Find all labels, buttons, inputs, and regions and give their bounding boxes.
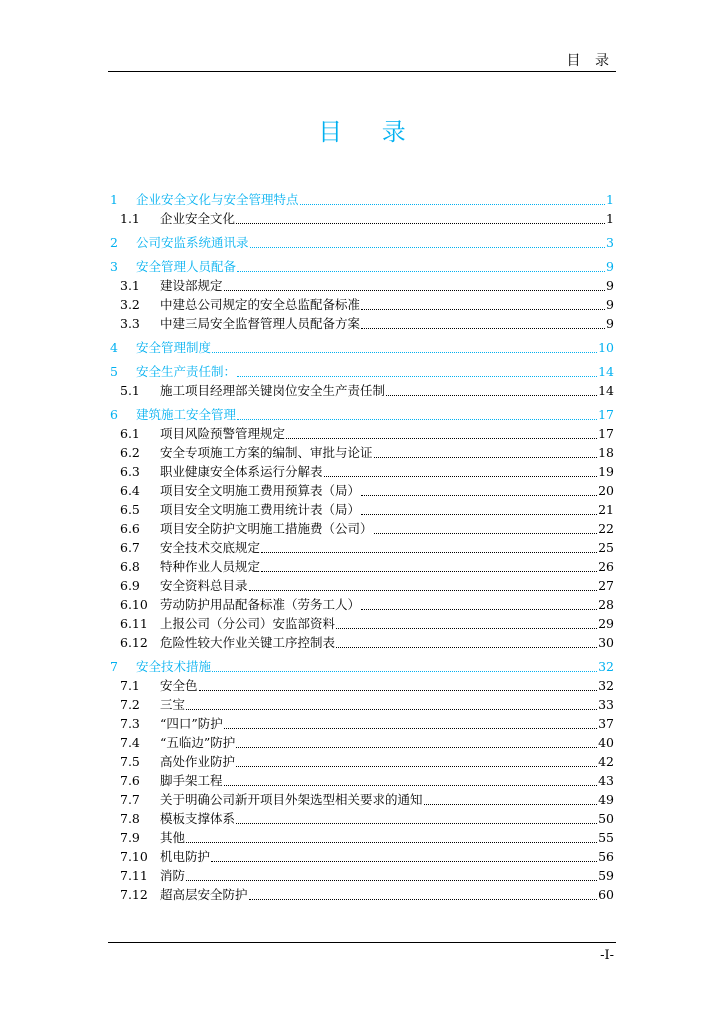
toc-entry-label: 施工项目经理部关键岗位安全生产责任制 xyxy=(160,383,386,398)
toc-entry-page: 1 xyxy=(606,192,614,207)
toc-section-entry[interactable] xyxy=(110,276,614,295)
toc-entry-label: 企业安全文化 xyxy=(160,211,236,226)
toc-entry-number: 6.2 xyxy=(120,445,140,460)
toc-dot-leader xyxy=(236,766,597,767)
toc-entry-number: 7.1 xyxy=(120,678,140,693)
toc-entry-page: 3 xyxy=(606,235,614,250)
toc-entry-number: 7.4 xyxy=(120,735,140,750)
toc-entry-page: 60 xyxy=(598,887,614,902)
toc-section-entry[interactable] xyxy=(110,714,614,733)
table-of-contents xyxy=(110,185,614,904)
toc-section-entry[interactable] xyxy=(110,752,614,771)
footer-rule xyxy=(108,942,616,943)
toc-entry-number: 6.9 xyxy=(120,578,140,593)
toc-dot-leader xyxy=(224,290,606,291)
toc-dot-leader xyxy=(361,309,605,310)
toc-entry-number: 6.12 xyxy=(120,635,148,650)
toc-section-entry[interactable] xyxy=(110,295,614,314)
toc-entry-number: 6.8 xyxy=(120,559,140,574)
toc-entry-number: 7.3 xyxy=(120,716,140,731)
toc-entry-page: 30 xyxy=(598,635,614,650)
toc-entry-number: 7.6 xyxy=(120,773,140,788)
toc-dot-leader xyxy=(236,223,605,224)
toc-entry-label: 安全技术措施 xyxy=(136,659,212,674)
toc-section-entry[interactable] xyxy=(110,614,614,633)
toc-entry-label: 上报公司（分公司）安监部资料 xyxy=(160,616,336,631)
page-number: -I- xyxy=(600,948,614,963)
toc-entry-label: 项目安全文明施工费用统计表（局） xyxy=(160,502,361,517)
toc-entry-label: 安全管理制度 xyxy=(136,340,212,355)
toc-dot-leader xyxy=(374,533,598,534)
toc-entry-page: 25 xyxy=(598,540,614,555)
toc-dot-leader xyxy=(237,376,597,377)
toc-chapter-entry[interactable] xyxy=(110,185,614,209)
toc-entry-label: 危险性较大作业关键工序控制表 xyxy=(160,635,336,650)
toc-section-entry[interactable] xyxy=(110,885,614,904)
toc-entry-page: 37 xyxy=(598,716,614,731)
toc-entry-page: 14 xyxy=(598,383,614,398)
toc-entry-number: 7.9 xyxy=(120,830,140,845)
toc-section-entry[interactable] xyxy=(110,381,614,400)
toc-entry-page: 9 xyxy=(606,297,614,312)
toc-entry-page: 18 xyxy=(598,445,614,460)
toc-dot-leader xyxy=(250,247,606,248)
toc-dot-leader xyxy=(236,823,597,824)
toc-dot-leader xyxy=(211,861,597,862)
toc-dot-leader xyxy=(386,395,597,396)
toc-entry-number: 7.7 xyxy=(120,792,140,807)
toc-section-entry[interactable] xyxy=(110,538,614,557)
toc-entry-page: 21 xyxy=(598,502,614,517)
toc-section-entry[interactable] xyxy=(110,847,614,866)
toc-entry-page: 27 xyxy=(598,578,614,593)
toc-entry-page: 42 xyxy=(598,754,614,769)
toc-chapter-entry[interactable] xyxy=(110,400,614,424)
toc-entry-label: 项目安全文明施工费用预算表（局） xyxy=(160,483,361,498)
running-header: 目 录 xyxy=(566,53,614,69)
toc-entry-label: 中建三局安全监督管理人员配备方案 xyxy=(160,316,361,331)
toc-entry-number: 7.5 xyxy=(120,754,140,769)
toc-entry-number: 4 xyxy=(110,340,118,355)
toc-entry-number: 3 xyxy=(110,259,118,274)
toc-dot-leader xyxy=(261,571,597,572)
toc-section-entry[interactable] xyxy=(110,500,614,519)
toc-dot-leader xyxy=(212,352,597,353)
toc-entry-label: 劳动防护用品配备标准（劳务工人） xyxy=(160,597,361,612)
toc-section-entry[interactable] xyxy=(110,557,614,576)
toc-entry-label: 脚手架工程 xyxy=(160,773,223,788)
toc-entry-page: 17 xyxy=(598,407,614,422)
toc-section-entry[interactable] xyxy=(110,828,614,847)
toc-dot-leader xyxy=(224,785,598,786)
toc-entry-label: 安全专项施工方案的编制、审批与论证 xyxy=(160,445,373,460)
toc-entry-label: “四口”防护 xyxy=(160,716,223,731)
toc-dot-leader xyxy=(261,552,597,553)
toc-dot-leader xyxy=(249,590,598,591)
toc-entry-label: 安全色 xyxy=(160,678,198,693)
toc-entry-label: 项目安全防护文明施工措施费（公司） xyxy=(160,521,373,536)
toc-dot-leader xyxy=(186,842,597,843)
toc-entry-number: 7.10 xyxy=(120,849,148,864)
toc-dot-leader xyxy=(361,514,597,515)
toc-entry-label: 中建总公司规定的安全总监配备标准 xyxy=(160,297,361,312)
toc-entry-label: 项目风险预警管理规定 xyxy=(160,426,286,441)
toc-entry-page: 9 xyxy=(606,259,614,274)
toc-entry-label: 安全技术交底规定 xyxy=(160,540,261,555)
toc-dot-leader xyxy=(237,271,605,272)
toc-entry-number: 5.1 xyxy=(120,383,140,398)
toc-dot-leader xyxy=(236,747,597,748)
toc-dot-leader xyxy=(336,647,597,648)
toc-dot-leader xyxy=(300,204,606,205)
header-rule xyxy=(108,71,616,72)
toc-entry-number: 6.7 xyxy=(120,540,140,555)
toc-dot-leader xyxy=(361,328,605,329)
toc-entry-number: 7.2 xyxy=(120,697,140,712)
toc-section-entry[interactable] xyxy=(110,866,614,885)
toc-dot-leader xyxy=(237,419,597,420)
toc-dot-leader xyxy=(186,709,597,710)
toc-entry-number: 3.2 xyxy=(120,297,140,312)
toc-section-entry[interactable] xyxy=(110,695,614,714)
toc-section-entry[interactable] xyxy=(110,676,614,695)
toc-section-entry[interactable] xyxy=(110,424,614,443)
toc-entry-page: 32 xyxy=(598,678,614,693)
toc-entry-label: 安全管理人员配备 xyxy=(136,259,237,274)
toc-entry-number: 7.11 xyxy=(120,868,148,883)
toc-entry-label: 模板支撑体系 xyxy=(160,811,236,826)
toc-entry-page: 50 xyxy=(598,811,614,826)
toc-dot-leader xyxy=(186,880,597,881)
toc-entry-page: 55 xyxy=(598,830,614,845)
page-title: 目 录 xyxy=(318,118,422,146)
toc-dot-leader xyxy=(374,457,598,458)
toc-entry-label: 其他 xyxy=(160,830,186,845)
toc-entry-label: 建设部规定 xyxy=(160,278,223,293)
toc-entry-number: 6 xyxy=(110,407,118,422)
toc-entry-number: 1 xyxy=(110,192,118,207)
toc-entry-page: 10 xyxy=(598,340,614,355)
toc-entry-page: 9 xyxy=(606,278,614,293)
toc-dot-leader xyxy=(249,899,598,900)
toc-entry-number: 6.10 xyxy=(120,597,148,612)
toc-entry-page: 19 xyxy=(598,464,614,479)
toc-entry-number: 7.12 xyxy=(120,887,148,902)
toc-chapter-entry[interactable] xyxy=(110,252,614,276)
toc-entry-label: 高处作业防护 xyxy=(160,754,236,769)
toc-entry-number: 6.6 xyxy=(120,521,140,536)
toc-section-entry[interactable] xyxy=(110,209,614,228)
toc-entry-label: 建筑施工安全管理 xyxy=(136,407,237,422)
toc-chapter-entry[interactable] xyxy=(110,228,614,252)
toc-entry-label: 超高层安全防护 xyxy=(160,887,248,902)
toc-dot-leader xyxy=(424,804,598,805)
toc-section-entry[interactable] xyxy=(110,462,614,481)
toc-entry-page: 9 xyxy=(606,316,614,331)
toc-section-entry[interactable] xyxy=(110,314,614,333)
toc-entry-label: 三宝 xyxy=(160,697,186,712)
toc-section-entry[interactable] xyxy=(110,443,614,462)
toc-entry-page: 59 xyxy=(598,868,614,883)
toc-entry-page: 26 xyxy=(598,559,614,574)
toc-entry-label: 公司安监系统通讯录 xyxy=(136,235,249,250)
toc-dot-leader xyxy=(361,609,597,610)
toc-entry-page: 40 xyxy=(598,735,614,750)
toc-entry-label: 消防 xyxy=(160,868,186,883)
toc-section-entry[interactable] xyxy=(110,481,614,500)
toc-entry-page: 1 xyxy=(606,211,614,226)
toc-entry-number: 7.8 xyxy=(120,811,140,826)
toc-entry-number: 6.11 xyxy=(120,616,148,631)
toc-entry-number: 1.1 xyxy=(120,211,140,226)
toc-entry-label: 安全资料总目录 xyxy=(160,578,248,593)
toc-dot-leader xyxy=(286,438,597,439)
toc-entry-label: “五临边”防护 xyxy=(160,735,236,750)
toc-entry-label: 特种作业人员规定 xyxy=(160,559,261,574)
toc-entry-label: 企业安全文化与安全管理特点 xyxy=(136,192,299,207)
toc-dot-leader xyxy=(199,690,598,691)
toc-section-entry[interactable] xyxy=(110,595,614,614)
toc-section-entry[interactable] xyxy=(110,519,614,538)
toc-entry-number: 6.5 xyxy=(120,502,140,517)
toc-entry-page: 28 xyxy=(598,597,614,612)
toc-entry-page: 56 xyxy=(598,849,614,864)
toc-section-entry[interactable] xyxy=(110,771,614,790)
toc-dot-leader xyxy=(336,628,597,629)
toc-entry-page: 29 xyxy=(598,616,614,631)
toc-entry-number: 7 xyxy=(110,659,118,674)
toc-entry-label: 关于明确公司新开项目外架选型相关要求的通知 xyxy=(160,792,423,807)
toc-entry-number: 3.1 xyxy=(120,278,140,293)
toc-entry-page: 22 xyxy=(598,521,614,536)
toc-dot-leader xyxy=(361,495,597,496)
toc-dot-leader xyxy=(324,476,598,477)
toc-section-entry[interactable] xyxy=(110,733,614,752)
toc-entry-page: 32 xyxy=(598,659,614,674)
toc-entry-page: 20 xyxy=(598,483,614,498)
toc-entry-page: 14 xyxy=(598,364,614,379)
toc-entry-number: 2 xyxy=(110,235,118,250)
toc-section-entry[interactable] xyxy=(110,790,614,809)
toc-chapter-entry[interactable] xyxy=(110,333,614,357)
toc-entry-page: 43 xyxy=(598,773,614,788)
toc-entry-number: 3.3 xyxy=(120,316,140,331)
toc-entry-page: 33 xyxy=(598,697,614,712)
toc-entry-number: 6.1 xyxy=(120,426,140,441)
toc-dot-leader xyxy=(224,728,597,729)
toc-entry-number: 6.4 xyxy=(120,483,140,498)
toc-entry-number: 6.3 xyxy=(120,464,140,479)
toc-chapter-entry[interactable] xyxy=(110,357,614,381)
toc-dot-leader xyxy=(212,671,597,672)
toc-section-entry[interactable] xyxy=(110,633,614,652)
toc-entry-page: 49 xyxy=(598,792,614,807)
toc-entry-label: 机电防护 xyxy=(160,849,211,864)
toc-entry-number: 5 xyxy=(110,364,118,379)
toc-entry-label: 安全生产责任制： xyxy=(136,364,237,379)
toc-section-entry[interactable] xyxy=(110,576,614,595)
toc-section-entry[interactable] xyxy=(110,809,614,828)
toc-chapter-entry[interactable] xyxy=(110,652,614,676)
toc-entry-page: 17 xyxy=(598,426,614,441)
toc-entry-label: 职业健康安全体系运行分解表 xyxy=(160,464,323,479)
